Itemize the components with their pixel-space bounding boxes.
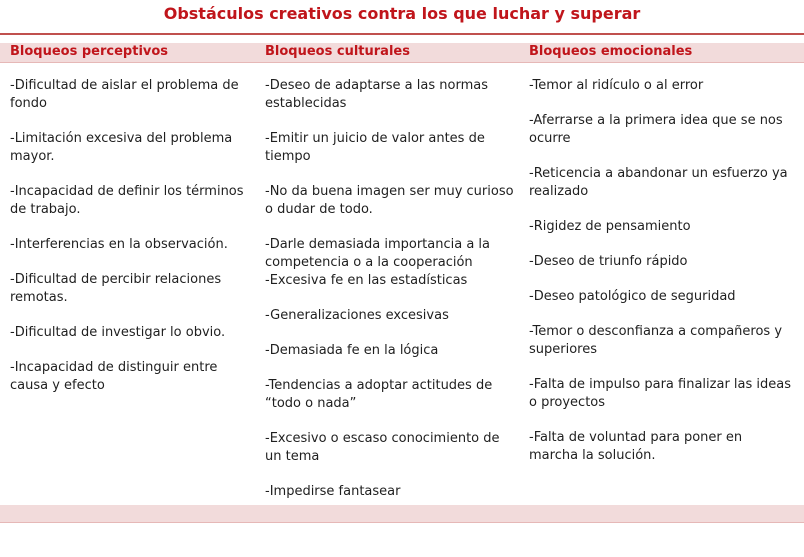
column-header-culturales: Bloqueos culturales [265,44,410,59]
list-item: -Tendencias a adoptar actitudes de “todo o nada” [265,378,493,411]
list-item: -Excesivo o escaso conocimiento de un tema [265,431,500,464]
list-item: -Rigidez de pensamiento [529,219,691,234]
list-item: -Reticencia a abandonar un esfuerzo ya realizado [529,166,788,199]
list-item: -Falta de impulso para finalizar las ideas o proyectos [529,377,791,410]
list-item: -Aferrarse a la primera idea que se nos ocurre [529,113,783,146]
page-title: Obstáculos creativos contra los que luchar y superar [163,4,641,23]
list-item: -Excesiva fe en las estadísticas [265,273,468,288]
list-item: -Temor o desconfianza a compañeros y superiores [529,324,783,357]
list-item: -Temor al ridículo o al error [529,78,704,93]
list-item: -Interferencias en la observación. [10,237,228,252]
list-item: -Impedirse fantasear [265,484,401,499]
column-header-emocionales: Bloqueos emocionales [529,44,693,59]
table-footer-band [0,505,804,523]
list-item: -Dificultad de aislar el problema de fondo [10,78,239,111]
list-item: -Deseo patológico de seguridad [529,289,736,304]
list-item: -Dificultad de percibir relaciones remotas. [10,272,222,305]
list-item: -Darle demasiada importancia a la competencia o a la cooperación [265,237,490,270]
list-item: -Incapacidad de distinguir entre causa y efecto [10,360,218,393]
column-culturales [265,77,515,518]
list-item: -Dificultad de investigar lo obvio. [10,325,226,340]
list-item: -Demasiada fe en la lógica [265,343,439,358]
list-item: -Deseo de adaptarse a las normas establecidas [265,78,488,111]
list-item: -Incapacidad de definir los términos de trabajo. [10,184,244,217]
column-perceptivos [10,77,250,412]
list-item: -Deseo de triunfo rápido [529,254,688,269]
list-item: -Limitación excesiva del problema mayor. [10,131,233,164]
column-header-perceptivos: Bloqueos perceptivos [10,44,169,59]
list-item: -Generalizaciones excesivas [265,308,449,323]
column-emocionales [529,77,794,482]
title-divider [0,33,804,35]
list-item: -No da buena imagen ser muy curioso o dudar de todo. [265,184,514,217]
list-item: -Emitir un juicio de valor antes de tiempo [265,131,485,164]
list-item: -Falta de voluntad para poner en marcha la solución. [529,430,743,463]
